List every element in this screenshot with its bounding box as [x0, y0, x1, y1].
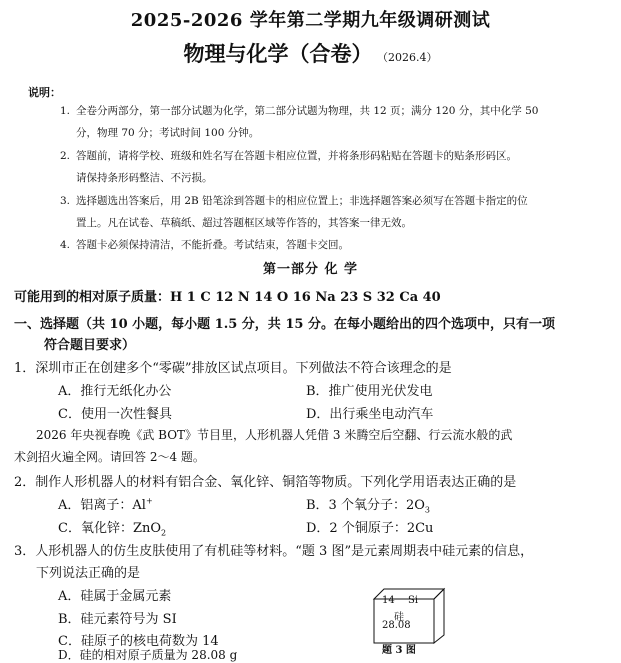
exam-date: （2026.4） — [382, 51, 438, 64]
q1-option-c: C．使用一次性餐具 — [58, 407, 172, 422]
q3-option-c: C．硅原子的核电荷数为 14 — [58, 634, 219, 649]
q3-option-a: A．硅属于金属元素 — [58, 589, 172, 604]
passage-line-2: 术剑招火遍全网。请回答 2～4 题。 — [14, 450, 205, 464]
relative-atomic-mass: 28.08 — [382, 620, 411, 631]
figure-caption: 题 3 图 — [382, 645, 416, 656]
instruction-3-line-1: 3. 选择题选出答案后，用 2B 铅笔涂到答题卡的相应位置上；非选择题答案必须写在答题卡指定的位 — [60, 195, 528, 207]
q2-option-b: B．3 个氧分子：$2O_3$ — [306, 498, 430, 515]
q3-option-b: B．硅元素符号为 SI — [58, 612, 177, 627]
instruction-3-line-2: 置上。凡在试卷、草稿纸、超过答题框区域等作答的，其答案一律无效。 — [76, 217, 412, 229]
subtitle-text: 物理与化学（合卷） — [183, 41, 373, 66]
q3-stem-line-2: 下列说法正确的是 — [36, 566, 141, 581]
q2-option-d: D．2 个铜原子：2Cu — [306, 521, 434, 536]
passage-line-1: 2026 年央视春晚《武 BOT》节目里，人形机器人凭借 3 米腾空后空翻、行云流水般的武 — [36, 428, 513, 442]
instruction-1-line-1: 1. 全卷分两部分，第一部分试题为化学，第二部分试题为物理，共 12 页；满分 120 分，其中化学 50 — [60, 105, 539, 117]
part1-heading-line-1: 一、选择题（共 10 小题，每小题 1.5 分，共 15 分。在每小题给出的四个选项中，只有一项 — [14, 317, 555, 332]
silicon-element-card — [370, 585, 450, 645]
atomic-mass-line: 可能用到的相对原子质量：H 1 C 12 N 14 O 16 Na 23 S 32 Ca 40 — [14, 290, 441, 305]
part1-heading-line-2: 符合题目要求） — [44, 338, 136, 353]
q2-option-a: A．铝离子：Al+ — [58, 496, 153, 513]
section-heading: 第一部分 化 学 — [262, 262, 359, 277]
instruction-4-line-1: 4. 答题卡必须保持清洁，不能折叠。考试结束，答题卡交回。 — [60, 239, 349, 251]
q2-option-c: C．氧化锌：ZnO$_2$ — [58, 521, 167, 538]
q1-option-b: B．推广使用光伏发电 — [306, 384, 433, 399]
instruction-1-line-2: 分，物理 70 分；考试时间 100 分钟。 — [76, 127, 260, 139]
q1-option-d: D．出行乘坐电动汽车 — [306, 407, 434, 422]
instruction-2-line-2: 请保持条形码整洁、不污损。 — [76, 172, 213, 184]
element-symbol: Si — [408, 595, 419, 606]
q1-stem: 1．深圳市正在创建多个“零碳”排放区试点项目。下列做法不符合该理念的是 — [14, 361, 452, 376]
instruction-2-line-1: 2. 答题前，请将学校、班级和姓名写在答题卡相应位置，并将条形码粘贴在答题卡的贴条形码区。 — [60, 150, 517, 162]
q1-option-a: A．推行无纸化办公 — [58, 384, 172, 399]
exam-title: 2025-2026 学年第二学期九年级调研测试 — [130, 10, 491, 31]
exam-subtitle — [0, 38, 621, 68]
element-card-frame — [370, 585, 450, 645]
element-name: 硅 — [394, 612, 404, 623]
q2-stem: 2．制作人形机器人的材料有铝合金、氧化锌、铜箔等物质。下列化学用语表达正确的是 — [14, 475, 517, 490]
q3-option-d: D．硅的相对原子质量为 28.08 g — [58, 648, 238, 662]
q3-stem-line-1: 3．人形机器人的仿生皮肤使用了有机硅等材料。“题 3 图”是元素周期表中硅元素的信息， — [14, 544, 534, 559]
atomic-number: 14 — [382, 595, 395, 606]
instructions-label: 说明： — [28, 86, 61, 99]
